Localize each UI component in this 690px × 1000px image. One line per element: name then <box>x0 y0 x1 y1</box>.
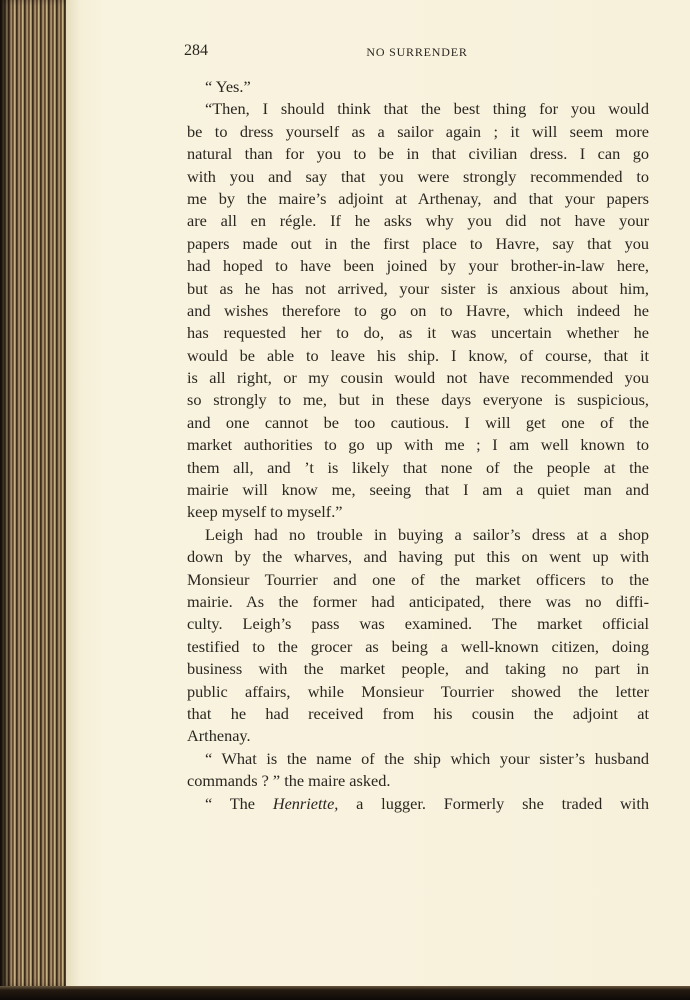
text-line: and one cannot be too cautious. I will get one of the <box>187 412 649 432</box>
text-line: commands ? ” the maire asked. <box>187 771 391 791</box>
text-line: culty. Leigh’s pass was examined. The market official <box>187 614 649 634</box>
text-line: natural than for you to be in that civilian dress. I can go <box>187 144 649 164</box>
text-line: but as he has not arrived, your sister is anxious about him, <box>187 278 649 298</box>
text-line: testified to the grocer as being a well-known citizen, doing <box>187 636 649 656</box>
text-line: are all en régle. If he asks why you did not have your <box>187 211 649 231</box>
text-line: them all, and ’t is likely that none of the people at the <box>187 457 649 477</box>
text-line: mairie will know me, seeing that I am a quiet man and <box>187 480 649 500</box>
text-line: business with the market people, and taking no part in <box>187 659 649 679</box>
text-line: would be able to leave his ship. I know, of course, that it <box>187 345 649 365</box>
running-head: NO SURRENDER <box>366 45 468 59</box>
page-number: 284 <box>184 42 208 59</box>
text-line: that he had received from his cousin the adjoint at <box>187 703 649 723</box>
text-line: and wishes therefore to go on to Havre, which indeed he <box>187 300 649 320</box>
text-line: with you and say that you were strongly recommended to <box>187 166 649 186</box>
page-edges <box>0 0 76 988</box>
text-line: “ What is the name of the ship which your sister’s husband <box>205 748 649 768</box>
text-line: me by the maire’s adjoint at Arthenay, and that your papers <box>187 188 649 208</box>
text-line: public affairs, while Monsieur Tourrier showed the letter <box>187 681 649 701</box>
page-header <box>184 42 650 64</box>
text-line: Arthenay. <box>187 726 251 746</box>
text-line: “Then, I should think that the best thing for you would <box>205 99 649 119</box>
text-line: has requested her to do, as it was uncertain whether he <box>187 323 649 343</box>
body-text <box>187 76 649 815</box>
text-line: market authorities to go up with me ; I am well known to <box>187 435 649 455</box>
text-line: “ Yes.” <box>205 77 251 96</box>
text-line: mairie. As the former had anticipated, there was no diffi- <box>187 591 649 611</box>
text-line: Leigh had no trouble in buying a sailor’s dress at a shop <box>205 524 649 544</box>
text-line: is all right, or my cousin would not have recommended you <box>187 368 649 388</box>
ship-name: Henriette, <box>272 793 339 813</box>
text-line: keep myself to myself.” <box>187 502 343 522</box>
text-line: papers made out in the first place to Havre, say that you <box>187 233 649 253</box>
text-line: down by the wharves, and having put this on went up with <box>187 547 649 567</box>
text-line: so strongly to me, but in these days everyone is suspicious, <box>187 390 649 410</box>
text-segment: “ The <box>205 793 273 813</box>
text-line: had hoped to have been joined by your brother-in-law here, <box>187 256 649 276</box>
page-bottom-shadow <box>0 986 690 1000</box>
text-line: be to dress yourself as a sailor again ; it will seem more <box>187 121 649 141</box>
text-segment: a lugger. Formerly she traded with <box>338 793 649 813</box>
text-line <box>187 793 649 815</box>
text-line: Monsieur Tourrier and one of the market officers to the <box>187 569 649 589</box>
